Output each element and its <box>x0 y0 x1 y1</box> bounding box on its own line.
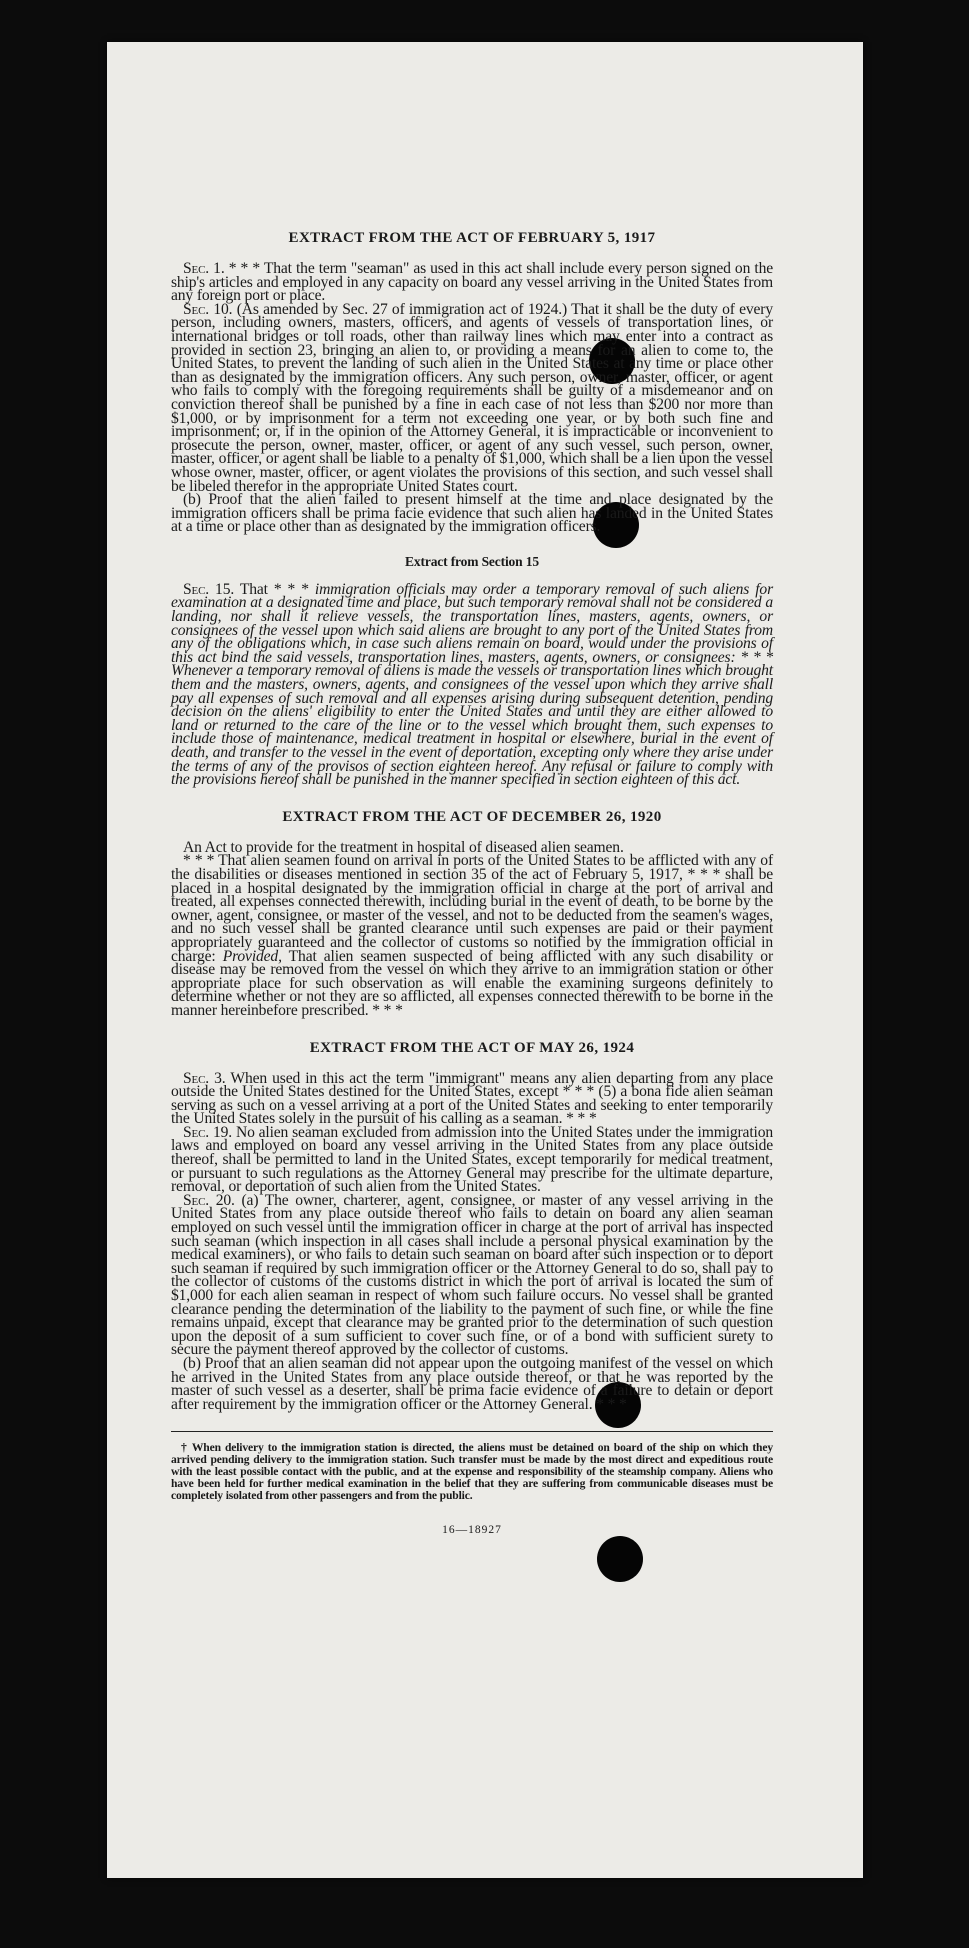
form-number: 16—18927 <box>442 1524 502 1537</box>
act-intro-paragraph: An Act to provide for the treatment in hospital of diseased alien seamen. <box>183 838 624 856</box>
act-text: That alien seamen suspected of being afflicted with any such disability or disease may be removed from the vessel on which they arrive to an immigration station or other appropriate place for such observation as will enable the examining surgeons definitely to determine whether or not they are so afflicted, all expenses connected therewith to be borne in the manner hereinbefore prescribed. * * * <box>171 947 773 1019</box>
heading-act-feb-1917: EXTRACT FROM THE ACT OF FEBRUARY 5, 1917 <box>288 230 656 246</box>
section-label: Sec. 10. <box>183 300 233 318</box>
act-text: * * * That alien seamen found on arrival in ports of the United States to be afflicted with any of the disabilities or diseases mentioned in section 35 of the act of February 5, 1917, * * * shall be placed in a hospital designated by the immigration official in charge at the port of arrival and treated, all expenses connected therewith, including burial in the event of death, to be borne by the owner, agent, consignee, or master of the vessel, and not to be deducted from the seamen's wages, and no such vessel shall be granted clearance until such expenses are paid or their payment appropriately guaranteed and the collector of customs so notified by the immigration official in charge: <box>171 852 773 965</box>
section-label: Sec. 15. <box>183 580 235 598</box>
section-text: immigration officials may order a temporary removal of such aliens for examination at a designated time and place, but such temporary removal shall not be considered a landing, nor shall it relieve vessels, the transportation lines, masters, agents, owners, or consignees of the vessel upon which said aliens are brought to any port of the United States from any of the obligations which, in case such aliens remain on board, would under the provisions of this act bind the said vessels, transportation lines, masters, agents, owners, or consignees: * * * Whenever a temporary removal of aliens is made the vessels or transportation lines which brought them and the masters, owners, agents, and consignees of the vessel upon which they arrive shall pay all expenses of such removal and all expenses arising during subsequent detention, pending decision on the aliens' eligibility to enter the United States and until they are either allowed to land or returned to the care of the line or to the vessel which brought them, such expenses to include those of maintenance, medical treatment in hospital or elsewhere, burial in the event of death, and transfer to the vessel in the event of deportation, excepting only where they arise under the terms of any of the provisos of section eighteen hereof. Any refusal or failure to comply with the provisions hereof shall be punished in the manner specified in section eighteen of this act. <box>171 580 773 789</box>
footnote <box>171 1442 773 1502</box>
act-dec-1920-paragraph <box>171 854 773 1017</box>
section-label: Sec. 1. <box>183 260 225 277</box>
section-20-paragraph <box>171 1191 773 1359</box>
heading-act-may-1924: EXTRACT FROM THE ACT OF MAY 26, 1924 <box>309 1039 635 1056</box>
section-text: * * * That the term "seaman" as used in this act shall include every person signed on the ship's articles and employed in any capacity on board any vessel arriving in the United States from any foreign port or place. <box>171 260 773 305</box>
section-10-paragraph <box>171 300 773 495</box>
section-10b-paragraph: (b) Proof that the alien failed to present himself at the time and place designated by the immigration officers shall be prima facie evidence that such alien has landed in the United States at a time or place other than as designated by the immigration officers. <box>171 491 773 536</box>
punch-hole <box>597 1536 643 1582</box>
heading-act-dec-1920: EXTRACT FROM THE ACT OF DECEMBER 26, 1920 <box>282 808 662 825</box>
section-label: Sec. 19. <box>183 1123 233 1141</box>
document-body <box>171 188 773 1538</box>
section-text: (As amended by Sec. 27 of immigration act of 1924.) That it shall be the duty of every person, including owners, masters, officers, and agents of vessels of transportation lines, or international bridges or toll roads, other than railway lines which may enter into a contract as provided in section 23, bringing an alien to, or providing a means for an alien to come to, the United States, to prevent the landing of such alien in the United States at any time or place other than as designated by the immigration officers. Any such person, owner, master, officer, or agent who fails to comply with the foregoing requirements shall be guilty of a misdemeanor and on conviction thereof shall be punished by a fine in each case of not less than $200 nor more than $1,000, or by imprisonment for a term not exceeding one year, or by both such fine and imprisonment; or, if in the opinion of the Attorney General, it is impracticable or inconvenient to prosecute the person, owner, master, officer, or agent of any such vessel, such person, owner, master, officer, or agent shall be liable to a penalty of $1,000, which shall be a lien upon the vessel whose owner, master, officer, or agent violates the provisions of this section, and such vessel shall be libeled therefor in the appropriate United States court. <box>171 300 773 495</box>
section-19-paragraph <box>171 1123 773 1196</box>
section-3-paragraph <box>171 1069 773 1128</box>
section-text: No alien seaman excluded from admission into the United States under the immigration laws and employed on board any vessel arriving in the United States from any place outside thereof, shall be permitted to land in the United States, except temporarily for medical treatment, or pursuant to such regulations as the Attorney General may prescribe for the ultimate departure, removal, or deportation of such alien from the United States. <box>171 1123 773 1196</box>
section-label: Sec. 3. <box>183 1069 226 1087</box>
section-20b-paragraph: (b) Proof that an alien seaman did not appear upon the outgoing manifest of the vessel on which he arrived in the United States from any place outside thereof, or that he was reported by the master of such vessel as a deserter, shall be prima facie evidence of a failure to detain or deport after requirement by the immigration officer or the Attorney General. * * * <box>171 1354 773 1413</box>
section-15-paragraph <box>171 580 773 789</box>
section-lead: That * * * <box>239 580 309 598</box>
footnote-text: † When delivery to the immigration station is directed, the aliens must be detained on board of the ship on which they arrived pending delivery to the immigration station. Such transfer must be made by the most direct and expeditious route with the least possible contact with the public, and at the expense and responsibility of the steamship company. Aliens who have been held for further medical examination in the belief that they are suffering from communicable diseases must be completely isolated from other passengers and from the public. <box>171 1441 773 1503</box>
section-1-paragraph <box>171 262 773 303</box>
section-text: When used in this act the term "immigrant" means any alien departing from any place outside the United States destined for the United States, except * * * (5) a bona fide alien seaman serving as such on a vessel arriving at a port of the United States and seeking to enter temporarily the United States solely in the pursuit of his calling as a seaman. * * * <box>171 1069 773 1128</box>
proviso-word: Provided, <box>222 947 282 965</box>
footnote-divider <box>171 1431 773 1432</box>
section-text: (a) The owner, charterer, agent, consignee, or master of any vessel arriving in the United States from any place outside thereof who fails to detain on board any alien seaman employed on such vessel until the immigration officer in charge at the port of arrival has inspected such seaman (which inspection in all cases shall include a personal physical examination by the medical examiners), or who fails to detain such seaman on board after such inspection or to deport such seaman if required by such immigration officer or the Attorney General to do so, shall pay to the collector of customs of the customs district in which the port of arrival is located the sum of $1,000 for each alien seaman in respect of whom such failure occurs. No vessel shall be granted clearance pending the determination of the liability to the payment of such fine, or while the fine remains unpaid, except that clearance may be granted prior to the determination of such question upon the deposit of a sum sufficient to cover such fine, or of a bond with sufficient surety to secure the payment thereof approved by the collector of customs. <box>171 1191 773 1359</box>
section-label: Sec. 20. <box>183 1191 235 1209</box>
document-sheet <box>107 42 863 1878</box>
heading-section-15: Extract from Section 15 <box>405 553 539 569</box>
